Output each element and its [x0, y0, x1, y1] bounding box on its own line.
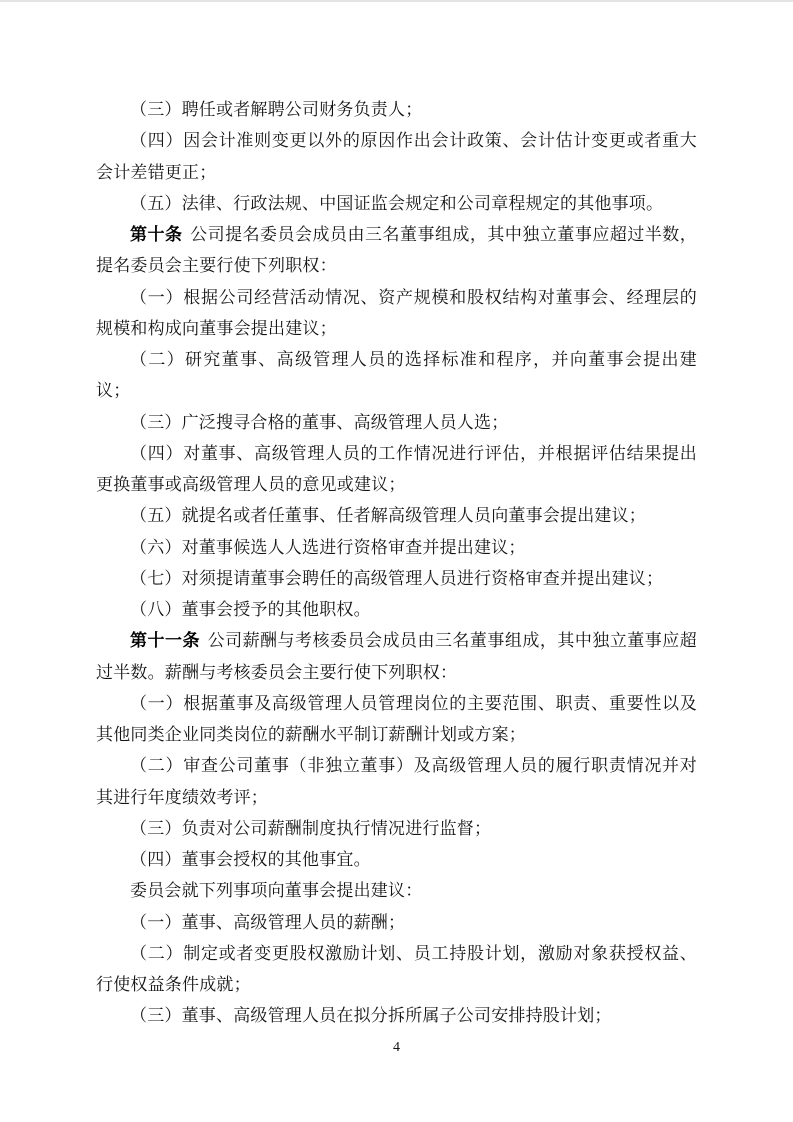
page-top-edge [0, 0, 793, 2]
page-number: 4 [393, 1040, 400, 1055]
paragraph-text: （一）董事、高级管理人员的薪酬； [130, 912, 406, 932]
paragraph [96, 813, 697, 844]
paragraph-text: （四）因会计准则变更以外的原因作出会计政策、会计估计变更或者重大会计差错更正； [96, 131, 697, 182]
paragraph-text: （八）董事会授予的其他职权。 [130, 600, 371, 619]
paragraph [96, 1000, 697, 1031]
document-body [96, 94, 697, 1032]
paragraph [96, 563, 697, 594]
paragraph [96, 532, 697, 563]
paragraph-text: （五）就提名或者任董事、任者解高级管理人员向董事会提出建议； [130, 506, 646, 526]
paragraph-text: （七）对须提请董事会聘任的高级管理人员进行资格审查并提出建议； [130, 568, 664, 588]
paragraph-text: 公司薪酬与考核委员会成员由三名董事组成，其中独立董事应超过半数。薪酬与考核委员会主要行使下列职权： [96, 631, 697, 682]
paragraph [96, 125, 697, 188]
article-paragraph [96, 219, 697, 282]
paragraph [96, 282, 697, 345]
paragraph-text: （六）对董事候选人人选进行资格审查并提出建议； [130, 537, 526, 557]
paragraph [96, 688, 697, 751]
paragraph [96, 875, 697, 906]
paragraph-text: （一）根据董事及高级管理人员管理岗位的主要范围、职责、重要性以及其他同类企业同类岗位的薪酬水平制订薪酬计划或方案； [96, 693, 697, 744]
article-number: 第十一条 [130, 631, 200, 651]
paragraph-text: 委员会就下列事项向董事会提出建议： [130, 881, 423, 901]
paragraph [96, 844, 697, 875]
paragraph-text: （三）聘任或者解聘公司财务负责人； [130, 100, 423, 119]
paragraph [96, 188, 697, 219]
article-paragraph [96, 625, 697, 688]
paragraph-text: （三）广泛搜寻合格的董事、高级管理人员人选； [130, 412, 509, 432]
paragraph [96, 594, 697, 625]
paragraph-text: （一）根据公司经营活动情况、资产规模和股权结构对董事会、经理层的规模和构成向董事会提出建议； [96, 287, 697, 338]
paragraph [96, 500, 697, 531]
paragraph-text: （三）负责对公司薪酬制度执行情况进行监督； [130, 818, 492, 838]
paragraph-text: （四）对董事、高级管理人员的工作情况进行评估，并根据评估结果提出更换董事或高级管理人员的意见或建议； [96, 443, 697, 494]
paragraph [96, 750, 697, 813]
paragraph [96, 407, 697, 438]
paragraph [96, 438, 697, 501]
paragraph-text: （二）审查公司董事（非独立董事）及高级管理人员的履行职责情况并对其进行年度绩效考评； [96, 756, 697, 807]
paragraph [96, 938, 697, 1001]
paragraph [96, 907, 697, 938]
paragraph-text: （三）董事、高级管理人员在拟分拆所属子公司安排持股计划； [130, 1006, 612, 1026]
paragraph-text: 公司提名委员会成员由三名董事组成，其中独立董事应超过半数，提名委员会主要行使下列职权： [96, 225, 697, 276]
article-number: 第十条 [130, 225, 183, 244]
paragraph-text: （二）研究董事、高级管理人员的选择标准和程序，并向董事会提出建议； [96, 350, 697, 401]
paragraph [96, 344, 697, 407]
paragraph [96, 94, 697, 125]
paragraph-text: （二）制定或者变更股权激励计划、员工持股计划，激励对象获授权益、行使权益条件成就； [96, 943, 697, 994]
paragraph-text: （五）法律、行政法规、中国证监会规定和公司章程规定的其他事项。 [130, 193, 664, 213]
paragraph-text: （四）董事会授权的其他事宜。 [130, 850, 371, 869]
